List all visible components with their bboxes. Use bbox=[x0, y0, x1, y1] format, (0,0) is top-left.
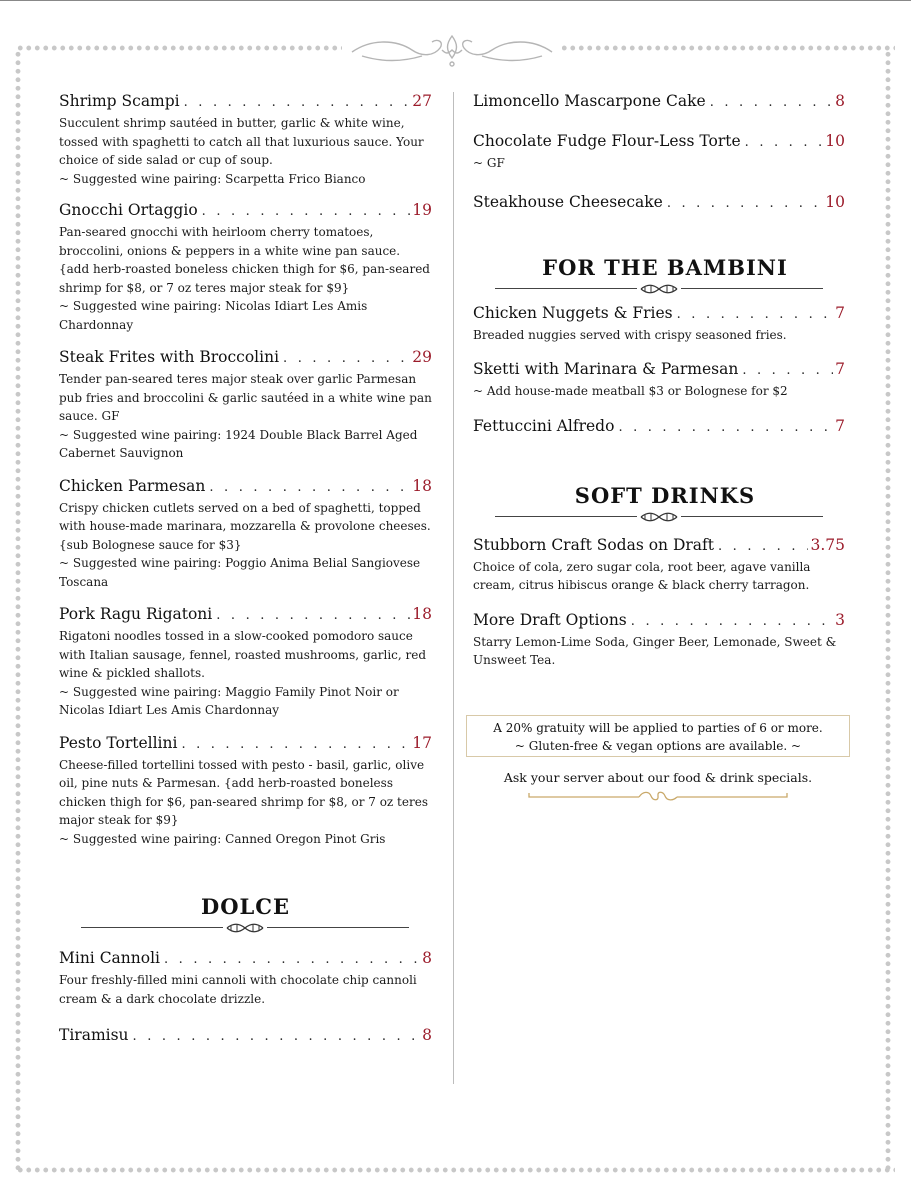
item-name: Pesto Tortellini bbox=[59, 733, 178, 752]
item-name: Fettuccini Alfredo bbox=[473, 416, 615, 435]
item-price: 18 bbox=[412, 476, 432, 495]
item-name: Tiramisu bbox=[59, 1026, 129, 1044]
item-price: 17 bbox=[412, 733, 432, 752]
leader-dots bbox=[718, 536, 808, 558]
item-description: Choice of cola, zero sugar cola, root beer, agave vanilla cream, citrus hibiscus orange & black cherry tarragon. bbox=[473, 559, 811, 592]
item-name: Limoncello Mascarpone Cake bbox=[473, 92, 706, 110]
section-divider bbox=[81, 923, 409, 933]
left-column bbox=[59, 90, 432, 1062]
leader-dots bbox=[677, 304, 834, 326]
wine-pairing: ~ Suggested wine pairing: Canned Oregon Pinot Gris bbox=[59, 831, 386, 846]
item-price: 8 bbox=[835, 92, 845, 110]
leader-dots bbox=[216, 605, 410, 627]
wine-pairing: ~ Suggested wine pairing: 1924 Double Black Barrel Aged Cabernet Sauvignon bbox=[59, 427, 418, 460]
item-price: 7 bbox=[835, 360, 845, 378]
dietary-notice: ~ Gluten-free & vegan options are available. ~ bbox=[514, 739, 802, 753]
menu-item bbox=[59, 90, 432, 188]
leader-dots bbox=[181, 734, 410, 756]
item-price: 3 bbox=[835, 610, 845, 629]
item-name: More Draft Options bbox=[473, 610, 627, 629]
menu-item bbox=[59, 1024, 432, 1048]
specials-note bbox=[466, 770, 850, 803]
item-name: Sketti with Marinara & Parmesan bbox=[473, 360, 739, 378]
column-divider bbox=[453, 92, 454, 1084]
gratuity-notice-box bbox=[466, 715, 850, 757]
dotted-frame-left bbox=[14, 50, 22, 1170]
item-name: Chicken Parmesan bbox=[59, 476, 206, 495]
gratuity-notice: A 20% gratuity will be applied to parties of 6 or more. bbox=[493, 721, 823, 735]
wine-pairing: ~ Suggested wine pairing: Scarpetta Frico Bianco bbox=[59, 171, 366, 186]
divider-ornament-icon bbox=[637, 510, 681, 524]
item-price: 7 bbox=[835, 303, 845, 322]
item-description: ~ Add house-made meatball $3 or Bolognese for $2 bbox=[473, 384, 788, 398]
section-title-soft-drinks: SOFT DRINKS bbox=[574, 482, 756, 508]
menu-item bbox=[473, 609, 845, 670]
item-price: 27 bbox=[412, 92, 432, 110]
menu-item bbox=[473, 302, 845, 345]
item-description: Pan-seared gnocchi with heirloom cherry tomatoes, broccolini, onions & peppers in a white wine pan sauce. {add herb-roasted boneless chicken thigh for $6, pan-seared shrimp for $8, or 7 oz teres major steak for $9} bbox=[59, 225, 430, 295]
wine-pairing: ~ Suggested wine pairing: Poggio Anima Belial Sangiovese Toscana bbox=[59, 556, 421, 589]
item-description: Breaded nuggies served with crispy seasoned fries. bbox=[473, 327, 787, 342]
leader-dots bbox=[209, 477, 410, 499]
item-note: ~ GF bbox=[473, 156, 505, 170]
item-price: 8 bbox=[422, 1026, 432, 1044]
section-divider bbox=[495, 512, 823, 522]
menu-item bbox=[59, 475, 432, 592]
divider-ornament-icon bbox=[223, 921, 267, 935]
right-column bbox=[473, 90, 845, 684]
item-price: 3.75 bbox=[810, 535, 845, 554]
item-name: Chocolate Fudge Flour-Less Torte bbox=[473, 132, 741, 150]
leader-dots bbox=[184, 92, 411, 114]
menu-item bbox=[473, 191, 845, 215]
specials-text: Ask your server about our food & drink specials. bbox=[503, 770, 813, 785]
item-name: Pork Ragu Rigatoni bbox=[59, 605, 213, 623]
item-price: 7 bbox=[835, 416, 845, 435]
item-description: Rigatoni noodles tossed in a slow-cooked pomodoro sauce with Italian sausage, fennel, roasted mushrooms, garlic, red wine & pickled shallots. bbox=[59, 629, 427, 680]
menu-item bbox=[473, 130, 845, 173]
leader-dots bbox=[710, 92, 833, 114]
top-flourish-ornament bbox=[342, 30, 562, 70]
item-price: 18 bbox=[412, 605, 432, 623]
item-description: Tender pan-seared teres major steak over garlic Parmesan pub fries and broccolini & garlic sautéed in a white wine pan sauce. GF bbox=[59, 372, 432, 423]
bambini-section bbox=[473, 255, 845, 439]
menu-item bbox=[59, 346, 432, 463]
gold-flourish-icon bbox=[527, 789, 789, 803]
leader-dots bbox=[202, 201, 411, 223]
leader-dots bbox=[745, 132, 824, 154]
section-divider bbox=[495, 284, 823, 294]
leader-dots bbox=[742, 360, 833, 382]
menu-item bbox=[473, 534, 845, 595]
menu-item bbox=[59, 603, 432, 720]
leader-dots bbox=[283, 348, 410, 370]
leader-dots bbox=[631, 611, 833, 633]
top-border-line bbox=[0, 0, 911, 1]
leader-dots bbox=[667, 193, 823, 215]
menu-item bbox=[59, 947, 432, 1008]
item-name: Stubborn Craft Sodas on Draft bbox=[473, 535, 715, 554]
soft-drinks-section bbox=[473, 483, 845, 670]
menu-item bbox=[59, 732, 432, 849]
item-name: Steak Frites with Broccolini bbox=[59, 348, 280, 366]
section-title-dolce: DOLCE bbox=[201, 894, 290, 919]
menu-item bbox=[59, 199, 432, 334]
item-description: Four freshly-filled mini cannoli with chocolate chip cannoli cream & a dark chocolate drizzle. bbox=[59, 973, 417, 1006]
item-description: Succulent shrimp sautéed in butter, garlic & white wine, tossed with spaghetti to catch all that luxurious sauce. Your choice of side salad or cup of soup. bbox=[59, 116, 424, 167]
item-description: Cheese-filled tortellini tossed with pesto - basil, garlic, olive oil, pine nuts & Parmesan. {add herb-roasted boneless chicken thigh for $6, pan-seared shrimp for $8, or 7 oz teres major steak for $9} bbox=[59, 757, 428, 827]
item-name: Chicken Nuggets & Fries bbox=[473, 303, 673, 322]
item-name: Gnocchi Ortaggio bbox=[59, 201, 198, 219]
leader-dots bbox=[133, 1026, 421, 1048]
item-price: 10 bbox=[825, 132, 845, 150]
leader-dots bbox=[618, 417, 833, 439]
item-description: Starry Lemon-Lime Soda, Ginger Beer, Lemonade, Sweet & Unsweet Tea. bbox=[473, 634, 837, 667]
item-name: Mini Cannoli bbox=[59, 949, 161, 967]
menu-item bbox=[473, 358, 845, 401]
menu-item bbox=[473, 415, 845, 439]
leader-dots bbox=[164, 949, 420, 971]
menu-item bbox=[473, 90, 845, 114]
item-price: 19 bbox=[412, 201, 432, 219]
item-price: 29 bbox=[412, 348, 432, 366]
dotted-frame-bottom bbox=[16, 1166, 895, 1174]
dotted-frame-right bbox=[884, 50, 892, 1170]
item-price: 8 bbox=[422, 949, 432, 967]
item-price: 10 bbox=[825, 192, 845, 211]
item-name: Steakhouse Cheesecake bbox=[473, 192, 663, 211]
wine-pairing: ~ Suggested wine pairing: Nicolas Idiart Les Amis Chardonnay bbox=[59, 299, 368, 332]
item-description: Crispy chicken cutlets served on a bed of spaghetti, topped with house-made marinara, mozzarella & provolone cheeses. {sub Bolognese sauce for $3} bbox=[59, 500, 431, 552]
dolce-section bbox=[59, 894, 432, 1048]
item-name: Shrimp Scampi bbox=[59, 92, 180, 110]
divider-ornament-icon bbox=[637, 282, 681, 296]
section-title-bambini: FOR THE BAMBINI bbox=[542, 254, 788, 280]
wine-pairing: ~ Suggested wine pairing: Maggio Family Pinot Noir or Nicolas Idiart Les Amis Chardonnay bbox=[59, 684, 399, 717]
